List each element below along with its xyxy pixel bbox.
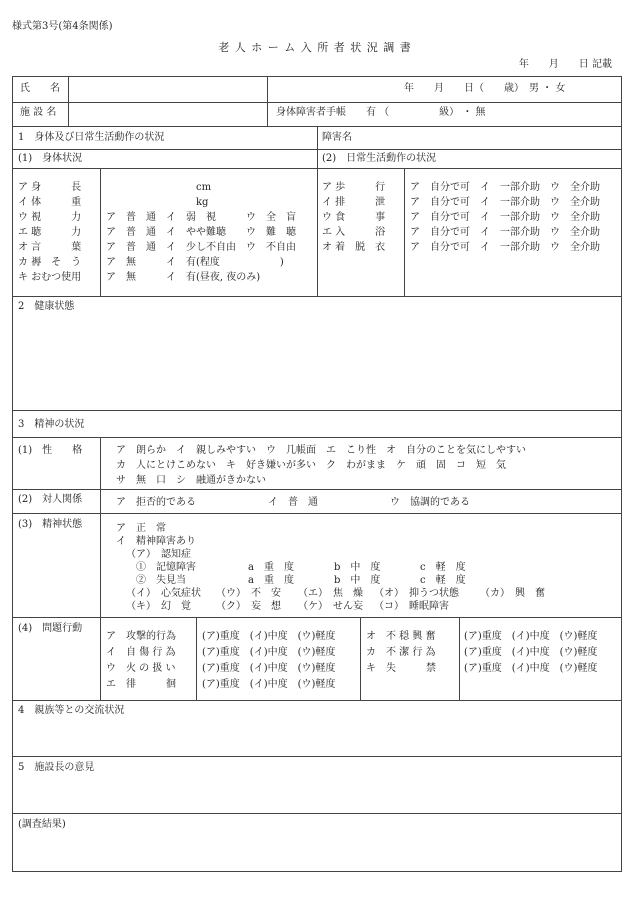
toileting-label: イ 排 泄 bbox=[322, 197, 386, 208]
self-harm-scale: (ア)重度 (イ)中度 (ウ)軽度 bbox=[202, 647, 336, 658]
restlessness-scale: (ア)重度 (イ)中度 (ウ)軽度 bbox=[464, 631, 598, 642]
personality-line-2: カ 人にとけこめない キ 好き嫌いが多い ク わがまま ケ 頑 固 コ 短 気 bbox=[116, 460, 506, 471]
relations-label: (2) 対人関係 bbox=[18, 494, 83, 505]
bedsore-label: カ 褥 そ う bbox=[18, 257, 82, 268]
height-unit: cm bbox=[196, 182, 212, 193]
speech-label: オ 言 葉 bbox=[18, 242, 82, 253]
record-date: 年 月 日 記載 bbox=[518, 59, 612, 70]
disorientation-label: ② 失見当 bbox=[136, 575, 186, 586]
symptom-agitation: （エ） 焦 燥 bbox=[298, 588, 363, 599]
vision-label: ウ 視 力 bbox=[18, 212, 82, 223]
row-divider bbox=[12, 489, 622, 490]
birthdate-field: 年 月 日（ 歳） 男 ・ 女 bbox=[404, 83, 566, 94]
walking-options: ア 自分で可 イ 一部介助 ウ 全介助 bbox=[410, 182, 600, 193]
restlessness-label: オ 不 穏 興 奮 bbox=[366, 631, 436, 642]
fire-handling-scale: (ア)重度 (イ)中度 (ウ)軽度 bbox=[202, 663, 336, 674]
section5-heading: 5 施設長の意見 bbox=[18, 762, 95, 773]
bathing-label: エ 入 浴 bbox=[322, 227, 386, 238]
disability-certificate-label: 身体障害者手帳 bbox=[276, 107, 346, 118]
self-harm-label: イ 自 傷 行 為 bbox=[106, 647, 176, 658]
row-divider bbox=[12, 813, 622, 814]
wandering-label: エ 徘 徊 bbox=[106, 679, 176, 690]
row-divider bbox=[12, 756, 622, 757]
disability-certificate-value: 有 （ 級） ・ 無 bbox=[366, 107, 486, 118]
column-divider bbox=[404, 168, 405, 296]
row-divider bbox=[12, 437, 622, 438]
walking-label: ア 歩 行 bbox=[322, 182, 386, 193]
personality-line-1: ア 朗らか イ 親しみやすい ウ 几帳面 エ こり性 オ 自分のことを気にしやすい bbox=[116, 445, 526, 456]
bedsore-options: ア 無 イ 有(程度 ) bbox=[106, 257, 284, 268]
mental-state-label: (3) 精神状態 bbox=[18, 519, 83, 530]
dementia-label: （ア） 認知症 bbox=[126, 549, 191, 560]
aggressive-behavior-label: ア 攻撃的行為 bbox=[106, 631, 176, 642]
incontinence-label: キ 失 禁 bbox=[366, 663, 436, 674]
fire-handling-label: ウ 火 の 扱 い bbox=[106, 663, 176, 674]
document-title: 老 人 ホ ー ム 入 所 者 状 況 調 書 bbox=[218, 41, 412, 54]
personality-line-3: サ 無 口 シ 融通がきかない bbox=[116, 475, 266, 486]
column-divider bbox=[100, 437, 101, 700]
section4-heading: 4 親族等との交流状況 bbox=[18, 705, 125, 716]
relations-option-c: ウ 協調的である bbox=[390, 497, 470, 508]
wandering-scale: (ア)重度 (イ)中度 (ウ)軽度 bbox=[202, 679, 336, 690]
column-divider bbox=[68, 76, 69, 126]
memory-mild: c 軽 度 bbox=[420, 562, 466, 573]
row-divider bbox=[12, 617, 622, 618]
adl-subheading: (2) 日常生活動作の状況 bbox=[322, 153, 437, 164]
symptom-sleep-disorder: （コ） 睡眠障害 bbox=[374, 601, 449, 612]
symptom-delirium: （ケ） せん妄 bbox=[298, 601, 363, 612]
diaper-options: ア 無 イ 有(昼夜, 夜のみ) bbox=[106, 272, 261, 283]
symptom-anxiety: （ウ） 不 安 bbox=[216, 588, 281, 599]
relations-option-a: ア 拒否的である bbox=[116, 497, 196, 508]
body-condition-subheading: (1) 身体状況 bbox=[18, 153, 83, 164]
row-divider bbox=[12, 410, 622, 411]
vision-options: ア 普 通 イ 弱 視 ウ 全 盲 bbox=[106, 212, 296, 223]
unclean-behavior-scale: (ア)重度 (イ)中度 (ウ)軽度 bbox=[464, 647, 598, 658]
unclean-behavior-label: カ 不 潔 行 為 bbox=[366, 647, 436, 658]
toileting-options: ア 自分で可 イ 一部介助 ウ 全介助 bbox=[410, 197, 600, 208]
name-label: 氏 名 bbox=[20, 83, 60, 94]
symptom-depression: （オ） 抑うつ状態 bbox=[374, 588, 459, 599]
hearing-options: ア 普 通 イ やや難聴 ウ 難 聴 bbox=[106, 227, 296, 238]
facility-label: 施 設 名 bbox=[20, 107, 57, 118]
disability-name-label: 障害名 bbox=[322, 132, 352, 143]
row-divider bbox=[12, 296, 622, 297]
eating-label: ウ 食 事 bbox=[322, 212, 386, 223]
column-divider bbox=[196, 617, 197, 700]
column-divider bbox=[267, 76, 268, 126]
form-number: 様式第3号(第4条関係) bbox=[12, 21, 113, 32]
mental-normal: ア 正 常 bbox=[116, 523, 166, 534]
eating-options: ア 自分で可 イ 一部介助 ウ 全介助 bbox=[410, 212, 600, 223]
weight-unit: kg bbox=[196, 197, 209, 208]
symptom-hypochondria: （イ） 心気症状 bbox=[126, 588, 201, 599]
speech-options: ア 普 通 イ 少し不自由 ウ 不自由 bbox=[106, 242, 296, 253]
hearing-label: エ 聴 力 bbox=[18, 227, 82, 238]
row-divider bbox=[12, 700, 622, 701]
memory-moderate: b 中 度 bbox=[334, 562, 381, 573]
symptom-hallucination: （キ） 幻 覚 bbox=[126, 601, 191, 612]
disorientation-moderate: b 中 度 bbox=[334, 575, 381, 586]
row-divider bbox=[12, 102, 622, 103]
problem-behavior-label: (4) 問題行動 bbox=[18, 623, 83, 634]
column-divider bbox=[360, 617, 361, 700]
aggressive-behavior-scale: (ア)重度 (イ)中度 (ウ)軽度 bbox=[202, 631, 336, 642]
section1-heading: 1 身体及び日常生活動作の状況 bbox=[18, 132, 165, 143]
section3-heading: 3 精神の状況 bbox=[18, 419, 85, 430]
personality-label: (1) 性 格 bbox=[18, 445, 83, 456]
disorientation-severe: a 重 度 bbox=[248, 575, 294, 586]
dressing-label: オ 着 脱 衣 bbox=[322, 242, 386, 253]
bathing-options: ア 自分で可 イ 一部介助 ウ 全介助 bbox=[410, 227, 600, 238]
symptom-excitement: （カ） 興 奮 bbox=[480, 588, 545, 599]
column-divider bbox=[317, 126, 318, 296]
diaper-label: キ おむつ使用 bbox=[18, 272, 82, 283]
weight-label: イ 体 重 bbox=[18, 197, 82, 208]
row-divider bbox=[12, 513, 622, 514]
survey-result-heading: (調査結果) bbox=[18, 819, 66, 830]
incontinence-scale: (ア)重度 (イ)中度 (ウ)軽度 bbox=[464, 663, 598, 674]
disorientation-mild: c 軽 度 bbox=[420, 575, 466, 586]
column-divider bbox=[459, 617, 460, 700]
memory-impairment-label: ① 記憶障害 bbox=[136, 562, 196, 573]
height-label: ア 身 長 bbox=[18, 182, 82, 193]
mental-disorder: イ 精神障害あり bbox=[116, 536, 196, 547]
relations-option-b: イ 普 通 bbox=[268, 497, 318, 508]
dressing-options: ア 自分で可 イ 一部介助 ウ 全介助 bbox=[410, 242, 600, 253]
memory-severe: a 重 度 bbox=[248, 562, 294, 573]
column-divider bbox=[100, 168, 101, 296]
symptom-delusion: （ク） 妄 想 bbox=[216, 601, 281, 612]
section2-heading: 2 健康状態 bbox=[18, 301, 75, 312]
